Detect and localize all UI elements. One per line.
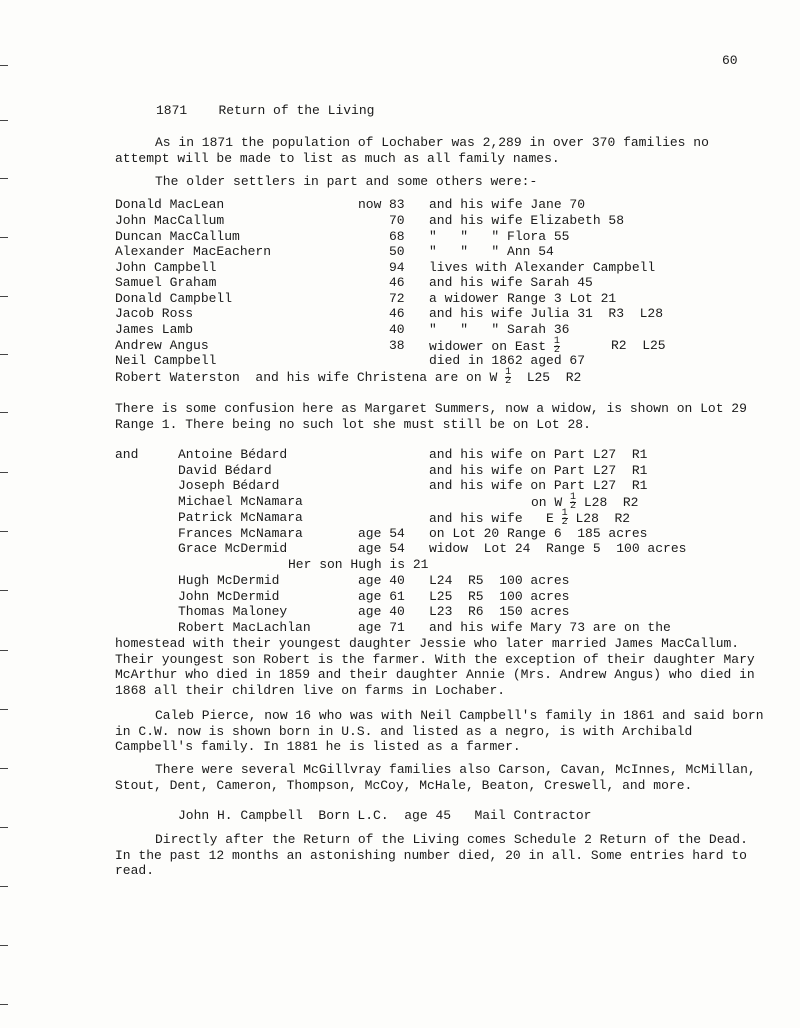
group-age: age 40: [358, 604, 405, 619]
margin-tick: [0, 1004, 8, 1005]
margin-tick: [0, 709, 8, 710]
group-age: age 54: [358, 526, 405, 541]
group-location: L28 R2: [575, 510, 631, 526]
settler-note: [429, 336, 560, 356]
settler-age: 50: [389, 244, 405, 259]
half-fraction: [505, 369, 511, 386]
half-fraction: [562, 510, 568, 527]
group-note: L24 R5 100 acres: [429, 573, 570, 588]
settler-note: a widower Range 3 Lot 21: [429, 291, 617, 306]
header-year: 1871: [156, 103, 188, 118]
group-note: widow Lot 24 Range 5 100 acres: [429, 541, 687, 556]
settler-age: 40: [389, 322, 405, 337]
settler-name: Donald Campbell: [115, 291, 233, 306]
settler-age: 70: [389, 213, 405, 228]
fraction-denominator: 2: [561, 517, 568, 528]
maclachlan-paragraph: homestead with their youngest daughter Jessie who later married James MacCallum. Their youngest son Robert is the farmer. With the exception of their daughter Mary McArthur who died in 1859 and their daughter Annie (Mrs. Andrew Angus) who died in 1868 all their children live on farms in Lochaber.: [115, 636, 755, 698]
settler-note: " " " Flora 55: [429, 229, 570, 244]
group-note: L25 R5 100 acres: [429, 589, 570, 604]
settler-note: and his wife Jane 70: [429, 197, 586, 212]
margin-tick: [0, 472, 8, 473]
note-text: and his wife E: [429, 510, 554, 526]
group-name: Hugh McDermid: [178, 573, 280, 588]
contractor-line: John H. Campbell Born L.C. age 45 Mail Contractor: [178, 808, 592, 823]
group-location: L28 R2: [583, 494, 639, 510]
group-name: Frances McNamara: [178, 526, 303, 541]
margin-tick: [0, 412, 8, 413]
settler-name: Neil Campbell: [115, 353, 217, 368]
settler-location: R2 L25: [611, 338, 666, 353]
margin-tick: [0, 178, 8, 179]
group-name: Michael McNamara: [178, 494, 303, 509]
settler-name: Andrew Angus: [115, 338, 209, 353]
group-name: Grace McDermid: [178, 541, 288, 556]
note-text: widower on East: [429, 338, 547, 354]
margin-tick: [0, 120, 8, 121]
dead-paragraph: Directly after the Return of the Living comes Schedule 2 Return of the Dead. In the past 12 months an astonishing number died, 20 in all. Some entries hard to read.: [115, 832, 748, 878]
note-text: on W: [531, 494, 563, 510]
settler-note: " " " Ann 54: [429, 244, 554, 259]
header-title: Return of the Living: [218, 103, 375, 118]
margin-tick: [0, 650, 8, 651]
margin-tick: [0, 945, 8, 946]
settler-name: Samuel Graham: [115, 275, 217, 290]
fraction-numerator: 1: [505, 367, 512, 378]
settler-name: Jacob Ross: [115, 306, 194, 321]
settler-age: 68: [389, 229, 405, 244]
settler-age: 46: [389, 275, 405, 290]
settler-note: " " " Sarah 36: [429, 322, 570, 337]
settler-age: 94: [389, 260, 405, 275]
group-note: and his wife Mary 73 are on the: [429, 620, 671, 635]
fraction-denominator: 2: [570, 501, 577, 512]
settler-name: John MacCallum: [115, 213, 225, 228]
families-paragraph: There were several McGillvray families also Carson, Cavan, McInnes, McMillan, Stout, Dent, Cameron, Thompson, McCoy, McHale, Beaton, Creswell, and more.: [115, 762, 756, 793]
settler-age: 46: [389, 306, 405, 321]
group-name: Joseph Bédard: [178, 478, 280, 493]
group-name: John McDermid: [178, 589, 280, 604]
settler-note: and his wife Sarah 45: [429, 275, 593, 290]
fraction-numerator: 1: [561, 508, 568, 519]
fraction-denominator: 2: [553, 345, 560, 356]
fraction-numerator: 1: [570, 492, 577, 503]
group-age: age 54: [358, 541, 405, 556]
waterston-location: L25 R2: [526, 369, 582, 385]
settler-note: and his wife Elizabeth 58: [429, 213, 625, 228]
and-label: and: [115, 447, 139, 462]
group-name: David Bédard: [178, 463, 272, 478]
group-name: Patrick McNamara: [178, 510, 303, 525]
group-note: [531, 492, 639, 512]
group-name: Antoine Bédard: [178, 447, 288, 462]
page-number: 60: [722, 53, 738, 68]
group-note: and his wife on Part L27 R1: [429, 447, 648, 462]
settlers-lead: The older settlers in part and some others were:-: [155, 174, 538, 189]
caleb-paragraph: Caleb Pierce, now 16 who was with Neil Campbell's family in 1861 and said born in C.W. now is shown born in U.S. and listed as a negro, is with Archibald Campbell's family. In 1881 he is listed as a farmer.: [115, 708, 764, 754]
group-note: on Lot 20 Range 6 185 acres: [429, 526, 648, 541]
settler-name: John Campbell: [115, 260, 217, 275]
margin-tick: [0, 65, 8, 66]
section-header: [156, 103, 374, 119]
settler-age-prefix: now: [358, 197, 382, 212]
confusion-paragraph: There is some confusion here as Margaret Summers, now a widow, is shown on Lot 29 Range 1. There being no such lot she must still be on Lot 28.: [115, 401, 747, 432]
settler-note: died in 1862 aged 67: [429, 353, 586, 368]
settler-note: and his wife Julia 31 R3 L28: [429, 306, 664, 321]
margin-tick: [0, 768, 8, 769]
intro-paragraph: As in 1871 the population of Lochaber was 2,289 in over 370 families no attempt will be made to list as much as all family names.: [115, 135, 709, 166]
fraction-numerator: 1: [553, 336, 560, 347]
margin-tick: [0, 531, 8, 532]
margin-tick: [0, 886, 8, 887]
margin-tick: [0, 590, 8, 591]
settler-name: Duncan MacCallum: [115, 229, 240, 244]
group-note: and his wife on Part L27 R1: [429, 463, 648, 478]
group-note: and his wife on Part L27 R1: [429, 478, 648, 493]
waterston-line: [115, 367, 582, 387]
group-name: Robert MacLachlan: [178, 620, 311, 635]
group-note: L23 R6 150 acres: [429, 604, 570, 619]
settler-name: Alexander MacEachern: [115, 244, 272, 259]
settler-name: James Lamb: [115, 322, 194, 337]
settler-age: 38: [389, 338, 405, 353]
margin-tick: [0, 827, 8, 828]
group-age: age 61: [358, 589, 405, 604]
half-fraction: [570, 494, 576, 511]
son-line: Her son Hugh is 21: [288, 557, 429, 572]
margin-tick: [0, 237, 8, 238]
waterston-text: Robert Waterston and his wife Christena are on W: [115, 369, 498, 385]
settler-age: 83: [389, 197, 405, 212]
group-name: Thomas Maloney: [178, 604, 288, 619]
group-age: age 40: [358, 573, 405, 588]
group-age: age 71: [358, 620, 405, 635]
margin-tick: [0, 354, 8, 355]
group-note: [429, 508, 631, 528]
settler-age: 72: [389, 291, 405, 306]
settler-note: lives with Alexander Campbell: [429, 260, 656, 275]
margin-tick: [0, 296, 8, 297]
settler-name: Donald MacLean: [115, 197, 225, 212]
fraction-denominator: 2: [505, 376, 512, 387]
